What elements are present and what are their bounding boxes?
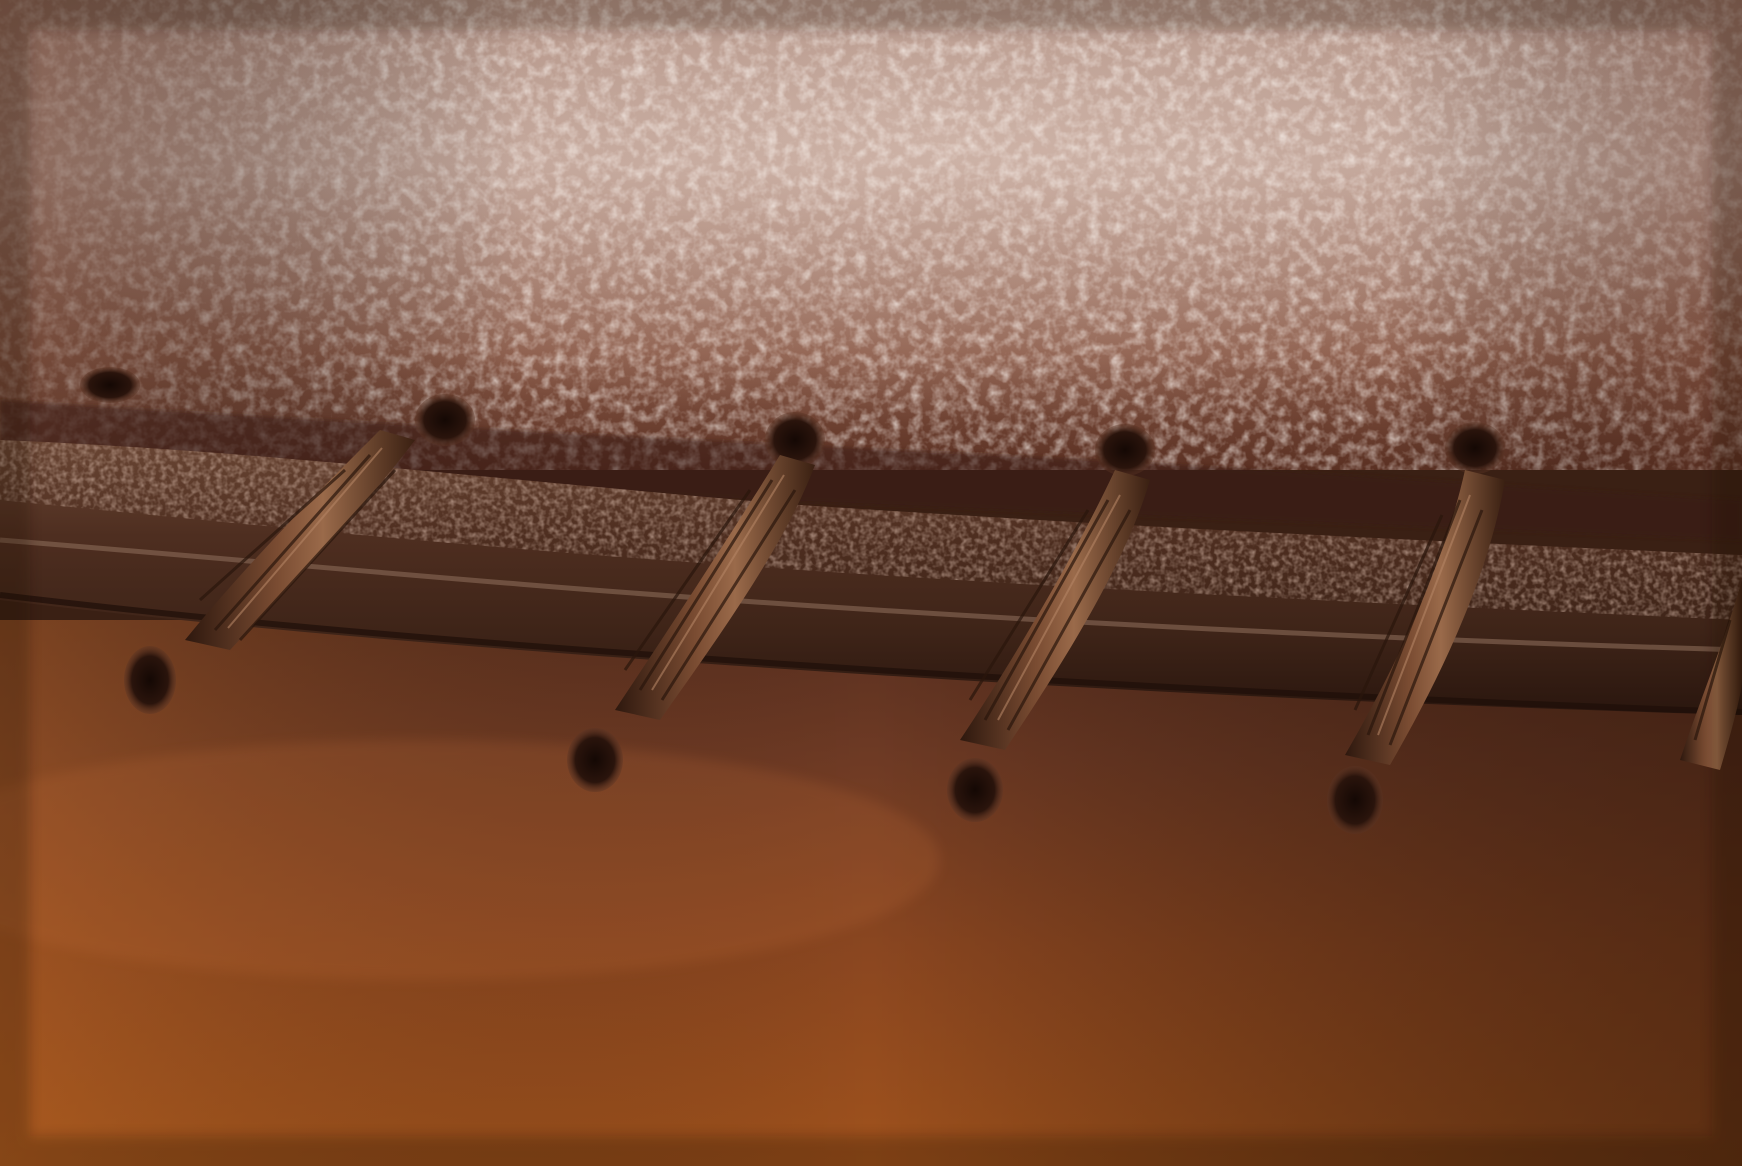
stitch-hole [567, 728, 623, 792]
stitch-hole [80, 367, 140, 403]
stitch-hole [1445, 422, 1505, 474]
stitch-hole [124, 646, 176, 714]
stitch-hole [947, 758, 1003, 822]
upper-leather-vignette [0, 0, 1742, 470]
stitch-hole [1327, 766, 1383, 834]
stitch-hole [1095, 424, 1155, 476]
stitch-hole [415, 394, 475, 446]
